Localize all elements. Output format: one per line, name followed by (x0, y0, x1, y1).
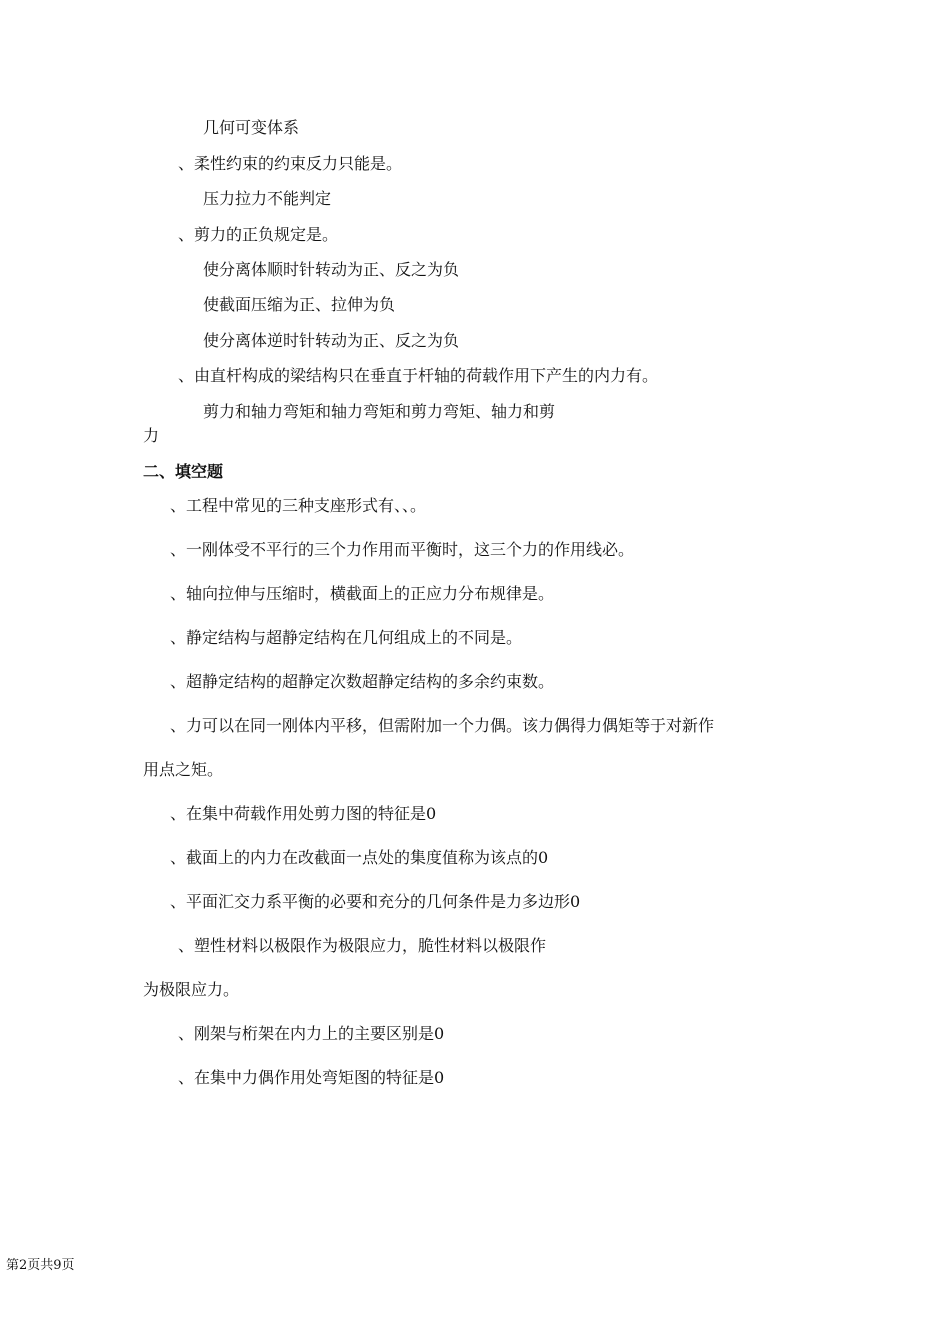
question-stem: 、由直杆构成的梁结构只在垂直于杆轴的荷载作用下产生的内力有。 (178, 366, 659, 385)
fill-item-wrap: 为极限应力。 (143, 980, 240, 999)
fill-item: 、轴向拉伸与压缩时，横截面上的正应力分布规律是。 (170, 584, 555, 603)
question-stem: 、柔性约束的约束反力只能是。 (178, 154, 403, 173)
option-text: 几何可变体系 (203, 118, 300, 137)
fill-item: 、力可以在同一刚体内平移，但需附加一个力偶。该力偶得力偶矩等于对新作 (170, 716, 715, 735)
section-heading: 二、填空题 (143, 462, 224, 481)
page-number: 第2页共9页 (6, 1258, 75, 1273)
option-text: 使分离体顺时针转动为正、反之为负 (203, 260, 460, 279)
fill-item: 、工程中常见的三种支座形式有、、。 (170, 496, 427, 515)
fill-item: 、塑性材料以极限作为极限应力，脆性材料以极限作 (178, 936, 547, 955)
option-text: 使分离体逆时针转动为正、反之为负 (203, 331, 460, 350)
option-text: 剪力和轴力弯矩和轴力弯矩和剪力弯矩、轴力和剪 (203, 402, 556, 421)
question-stem: 、剪力的正负规定是。 (178, 225, 339, 244)
fill-item: 、超静定结构的超静定次数超静定结构的多余约束数。 (170, 672, 555, 691)
fill-item: 、一刚体受不平行的三个力作用而平衡时，这三个力的作用线必。 (170, 540, 635, 559)
fill-item-wrap: 用点之矩。 (143, 760, 224, 779)
option-text-wrap: 力 (143, 426, 160, 445)
fill-item: 、静定结构与超静定结构在几何组成上的不同是。 (170, 628, 523, 647)
fill-item: 、在集中力偶作用处弯矩图的特征是0 (178, 1068, 445, 1087)
fill-item: 、刚架与桁架在内力上的主要区别是0 (178, 1024, 445, 1043)
fill-item: 、在集中荷载作用处剪力图的特征是0 (170, 804, 437, 823)
option-text: 使截面压缩为正、拉伸为负 (203, 295, 396, 314)
fill-item: 、平面汇交力系平衡的必要和充分的几何条件是力多边形0 (170, 892, 581, 911)
option-text: 压力拉力不能判定 (203, 189, 332, 208)
fill-item: 、截面上的内力在改截面一点处的集度值称为该点的0 (170, 848, 549, 867)
